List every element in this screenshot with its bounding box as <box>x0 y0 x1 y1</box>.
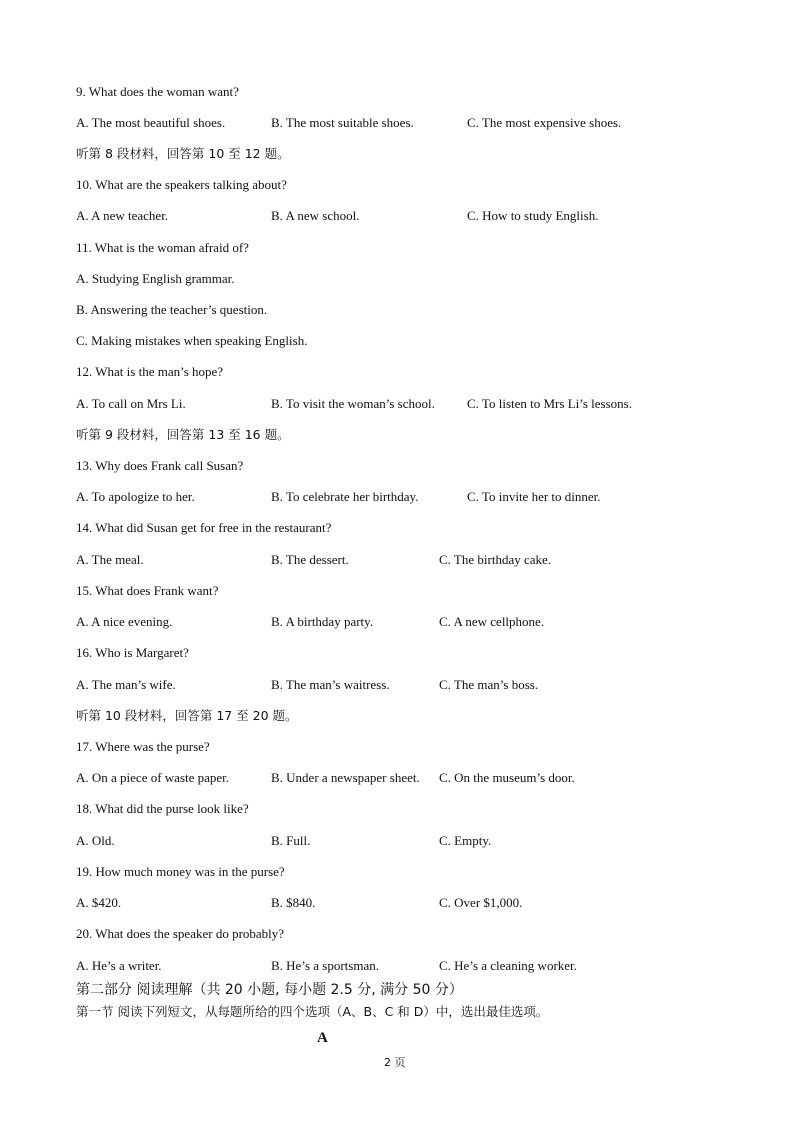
option-b: B. Full. <box>271 833 311 848</box>
option-b: B. The man’s waitress. <box>271 677 390 692</box>
question-13: 13. Why does Frank call Susan? <box>76 458 244 473</box>
option-a: A. To call on Mrs Li. <box>76 396 186 411</box>
part2-title: 第二部分 阅读理解（共 20 小题, 每小题 2.5 分, 满分 50 分） <box>76 982 463 998</box>
option-a: A. To apologize to her. <box>76 489 195 504</box>
option-a: A. Studying English grammar. <box>76 271 235 286</box>
option-a: A. He’s a writer. <box>76 958 162 973</box>
option-a: A. A new teacher. <box>76 208 169 223</box>
option-b: B. To visit the woman’s school. <box>271 396 435 411</box>
option-c: C. The most expensive shoes. <box>467 115 622 130</box>
section-header-9: 听第 9 段材料，回答第 13 至 16 题。 <box>76 427 290 442</box>
option-c: C. To invite her to dinner. <box>467 489 601 504</box>
option-c: C. Over $1,000. <box>439 895 523 910</box>
option-a: A. On a piece of waste paper. <box>76 770 230 785</box>
option-b: B. $840. <box>271 895 316 910</box>
page-number: 2 页 <box>384 1056 406 1069</box>
question-15: 15. What does Frank want? <box>76 583 219 598</box>
option-b: B. To celebrate her birthday. <box>271 489 419 504</box>
option-b: B. Answering the teacher’s question. <box>76 302 268 317</box>
question-12: 12. What is the man’s hope? <box>76 364 224 379</box>
question-19: 19. How much money was in the purse? <box>76 864 285 879</box>
option-b: B. The most suitable shoes. <box>271 115 414 130</box>
section1-instruction: 第一节 阅读下列短文，从每题所给的四个选项（A、B、C 和 D）中，选出最佳选项。 <box>76 1004 549 1019</box>
option-a: A. The most beautiful shoes. <box>76 115 226 130</box>
option-b: B. A birthday party. <box>271 614 374 629</box>
question-10: 10. What are the speakers talking about? <box>76 177 287 192</box>
option-a: A. The meal. <box>76 552 144 567</box>
option-b: B. The dessert. <box>271 552 349 567</box>
option-c: C. To listen to Mrs Li’s lessons. <box>467 396 632 411</box>
option-c: C. The birthday cake. <box>439 552 552 567</box>
option-c: C. A new cellphone. <box>439 614 545 629</box>
option-a: A. A nice evening. <box>76 614 173 629</box>
option-b: B. Under a newspaper sheet. <box>271 770 420 785</box>
option-c: C. Empty. <box>439 833 492 848</box>
option-a: A. Old. <box>76 833 115 848</box>
question-16: 16. Who is Margaret? <box>76 645 189 660</box>
option-c: C. How to study English. <box>467 208 599 223</box>
option-a: A. The man’s wife. <box>76 677 176 692</box>
question-17: 17. Where was the purse? <box>76 739 210 754</box>
question-14: 14. What did Susan get for free in the restaurant? <box>76 520 332 535</box>
option-b: B. He’s a sportsman. <box>271 958 379 973</box>
option-a: A. $420. <box>76 895 122 910</box>
question-9: 9. What does the woman want? <box>76 84 239 99</box>
option-c: C. On the museum’s door. <box>439 770 575 785</box>
option-c: C. Making mistakes when speaking English. <box>76 333 308 348</box>
question-18: 18. What did the purse look like? <box>76 801 249 816</box>
section-header-8: 听第 8 段材料，回答第 10 至 12 题。 <box>76 146 290 161</box>
option-b: B. A new school. <box>271 208 360 223</box>
section-header-10: 听第 10 段材料，回答第 17 至 20 题。 <box>76 708 298 723</box>
question-11: 11. What is the woman afraid of? <box>76 240 249 255</box>
option-c: C. The man’s boss. <box>439 677 539 692</box>
question-20: 20. What does the speaker do probably? <box>76 926 285 941</box>
option-c: C. He’s a cleaning worker. <box>439 958 577 973</box>
passage-label: A <box>317 1030 328 1046</box>
